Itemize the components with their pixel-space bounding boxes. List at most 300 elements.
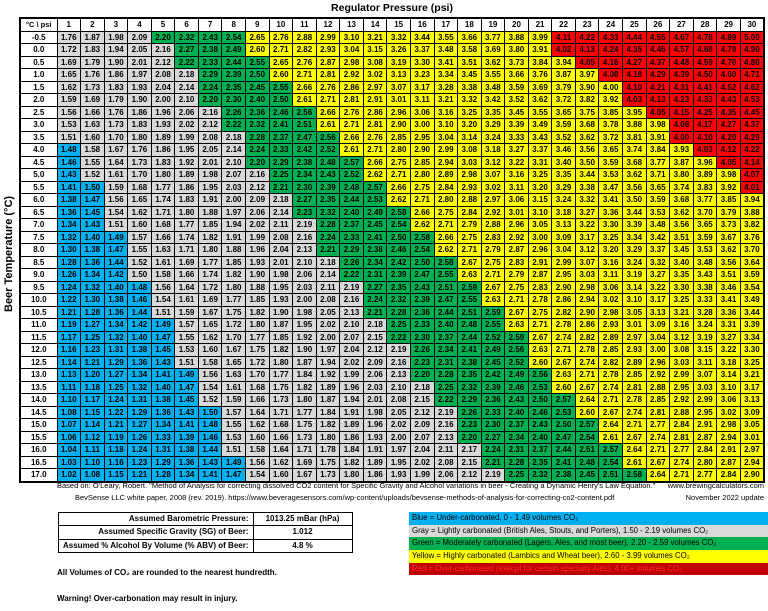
temp-label-cell: 9.0 [20,269,57,282]
temp-label-cell: 7.5 [20,231,57,244]
co2-cell: 2.33 [410,319,434,332]
co2-cell: 2.55 [481,319,505,332]
co2-cell: 2.28 [246,131,270,144]
co2-cell: 4.35 [623,44,647,57]
table-row [20,106,764,119]
co2-cell: 4.52 [717,81,741,94]
co2-cell: 1.40 [128,331,152,344]
co2-cell: 3.25 [528,169,552,182]
psi-header-cell: 26 [646,18,670,31]
co2-cell: 1.07 [57,419,81,432]
psi-header-cell: 4 [128,18,152,31]
co2-cell: 1.55 [222,419,246,432]
co2-cell: 2.39 [222,69,246,82]
psi-header-cell: 6 [175,18,199,31]
co2-cell: 2.45 [246,81,270,94]
co2-cell: 1.98 [293,306,317,319]
co2-cell: 2.96 [528,244,552,257]
psi-header-cell: 21 [528,18,552,31]
co2-cell: 1.63 [81,119,105,132]
co2-cell: 2.99 [434,144,458,157]
co2-cell: 1.89 [175,169,199,182]
co2-cell: 1.54 [151,294,175,307]
co2-cell: 1.41 [175,419,199,432]
co2-cell: 1.26 [57,269,81,282]
co2-cell: 2.45 [481,356,505,369]
co2-cell: 3.45 [505,106,529,119]
co2-cell: 1.28 [151,469,175,482]
co2-cell: 3.27 [575,206,599,219]
co2-cell: 1.62 [128,206,152,219]
table-row [20,306,764,319]
co2-cell: 2.98 [340,56,364,69]
co2-cell: 1.82 [246,306,270,319]
co2-cell: 1.64 [269,444,293,457]
co2-cell: 2.18 [175,69,199,82]
co2-cell: 1.76 [128,144,152,157]
co2-cell: 1.98 [269,269,293,282]
co2-cell: 2.78 [623,394,647,407]
co2-cell: 2.76 [340,106,364,119]
co2-cell: 2.18 [363,319,387,332]
co2-cell: 2.44 [458,331,482,344]
co2-cell: 1.36 [175,456,199,469]
co2-cell: 2.82 [293,44,317,57]
table-row [20,356,764,369]
co2-cell: 3.20 [458,119,482,132]
co2-cell: 2.42 [387,256,411,269]
co2-cell: 3.50 [575,156,599,169]
co2-cell: 4.15 [670,106,694,119]
co2-cell: 4.22 [740,144,764,157]
table-row [20,206,764,219]
co2-cell: 2.29 [269,156,293,169]
co2-cell: 1.10 [81,456,105,469]
co2-cell: 1.94 [340,394,364,407]
assumption-label: Assumed % Alcohol By Volume (% ABV) of Beer: [59,539,254,552]
co2-cell: 4.48 [670,56,694,69]
co2-cell: 1.80 [151,169,175,182]
co2-cell: 2.43 [410,281,434,294]
co2-cell: 3.55 [481,69,505,82]
co2-cell: 1.66 [269,431,293,444]
co2-cell: 3.46 [717,281,741,294]
co2-cell: 1.53 [57,119,81,132]
co2-cell: 2.71 [387,169,411,182]
co2-cell: 2.36 [410,306,434,319]
co2-cell: 3.81 [623,131,647,144]
co2-cell: 1.32 [128,381,152,394]
co2-cell: 2.71 [599,394,623,407]
co2-cell: 2.54 [599,456,623,469]
co2-cell: 2.54 [575,431,599,444]
co2-cell: 2.11 [434,444,458,457]
co2-cell: 1.97 [128,69,152,82]
co2-cell: 4.68 [693,44,717,57]
co2-cell: 1.23 [128,456,152,469]
co2-cell: 2.00 [151,94,175,107]
co2-cell: 4.50 [693,69,717,82]
co2-cell: 2.96 [387,106,411,119]
co2-cell: 2.86 [340,81,364,94]
co2-cell: 2.05 [316,306,340,319]
co2-cell: 1.22 [57,294,81,307]
co2-cell: 1.92 [175,156,199,169]
co2-cell: 2.48 [316,156,340,169]
co2-cell: 3.41 [434,56,458,69]
psi-header-cell: 20 [505,18,529,31]
co2-cell: 2.77 [670,444,694,457]
co2-cell: 4.29 [740,131,764,144]
co2-cell: 2.02 [316,319,340,332]
co2-cell: 3.51 [458,56,482,69]
co2-cell: 3.99 [528,31,552,44]
co2-cell: 3.92 [599,94,623,107]
co2-cell: 2.20 [151,31,175,44]
temp-label-cell: 5.0 [20,169,57,182]
co2-cell: 1.40 [81,231,105,244]
co2-cell: 2.47 [293,131,317,144]
co2-cell: 1.82 [293,381,317,394]
co2-cell: 2.12 [363,344,387,357]
co2-cell: 2.37 [434,331,458,344]
co2-cell: 2.25 [269,169,293,182]
co2-cell: 2.21 [481,456,505,469]
co2-cell: 1.55 [175,331,199,344]
co2-cell: 3.84 [646,144,670,157]
co2-cell: 2.10 [175,94,199,107]
co2-cell: 3.49 [740,294,764,307]
co2-cell: 3.28 [434,81,458,94]
co2-cell: 2.35 [528,456,552,469]
co2-cell: 3.58 [458,44,482,57]
co2-cell: 1.94 [222,219,246,232]
co2-cell: 2.95 [693,406,717,419]
co2-cell: 1.15 [104,469,128,482]
co2-cell: 2.25 [505,469,529,482]
co2-cell: 3.21 [434,94,458,107]
co2-cell: 3.06 [599,281,623,294]
co2-cell: 1.90 [246,269,270,282]
co2-cell: 3.32 [575,194,599,207]
co2-cell: 3.09 [740,406,764,419]
co2-cell: 2.84 [434,181,458,194]
co2-cell: 2.71 [293,69,317,82]
co2-cell: 2.34 [293,169,317,182]
co2-cell: 3.62 [528,94,552,107]
co2-cell: 2.88 [458,194,482,207]
co2-cell: 2.78 [528,294,552,307]
co2-cell: 1.49 [151,319,175,332]
co2-cell: 2.32 [458,381,482,394]
co2-cell: 2.60 [552,381,576,394]
co2-cell: 1.60 [269,469,293,482]
co2-cell: 3.21 [740,369,764,382]
co2-cell: 2.67 [481,281,505,294]
co2-cell: 1.90 [269,306,293,319]
co2-cell: 1.93 [128,81,152,94]
assumption-value: 4.8 % [253,539,352,552]
co2-cell: 2.26 [458,406,482,419]
co2-volumes-table [19,17,765,483]
co2-cell: 2.31 [363,269,387,282]
co2-cell: 1.92 [316,369,340,382]
co2-cell: 2.12 [198,119,222,132]
co2-cell: 2.01 [269,256,293,269]
co2-cell: 3.73 [717,219,741,232]
co2-cell: 2.74 [646,431,670,444]
co2-cell: 2.57 [599,444,623,457]
co2-cell: 2.56 [316,131,340,144]
table-row [20,419,764,432]
co2-cell: 1.74 [175,231,199,244]
co2-cell: 3.01 [387,94,411,107]
co2-cell: 2.29 [198,69,222,82]
co2-cell: 1.86 [104,69,128,82]
co2-cell: 3.04 [646,331,670,344]
co2-cell: 3.56 [623,181,647,194]
co2-cell: 2.08 [387,394,411,407]
co2-cell: 3.65 [552,106,576,119]
co2-cell: 2.55 [434,269,458,282]
co2-cell: 1.65 [128,194,152,207]
co2-cell: 1.85 [198,219,222,232]
co2-cell: 3.11 [505,181,529,194]
co2-cell: 1.11 [81,444,105,457]
co2-cell: 2.34 [434,344,458,357]
temp-label-cell: 11.0 [20,319,57,332]
co2-cell: 1.59 [175,306,199,319]
co2-cell: 1.77 [246,331,270,344]
co2-cell: 3.29 [481,119,505,132]
co2-cell: 2.26 [222,106,246,119]
co2-cell: 1.56 [151,281,175,294]
co2-cell: 2.33 [198,56,222,69]
co2-cell: 4.70 [717,56,741,69]
co2-cell: 2.91 [693,419,717,432]
co2-cell: 2.81 [646,406,670,419]
co2-cell: 1.48 [57,144,81,157]
co2-cell: 3.74 [623,144,647,157]
assumption-value: 1013.25 mBar (hPa) [253,513,352,526]
co2-cell: 2.63 [528,344,552,357]
co2-cell: 2.47 [410,269,434,282]
table-row [20,169,764,182]
co2-cell: 1.53 [222,431,246,444]
co2-cell: 3.25 [599,231,623,244]
co2-cell: 2.86 [552,294,576,307]
co2-cell: 2.55 [458,294,482,307]
co2-cell: 2.66 [363,156,387,169]
co2-cell: 2.22 [175,56,199,69]
temp-label-cell: 4.5 [20,156,57,169]
co2-cell: 4.37 [740,119,764,132]
co2-cell: 1.79 [104,94,128,107]
co2-cell: 3.02 [717,406,741,419]
co2-cell: 2.35 [316,194,340,207]
co2-cell: 2.32 [246,119,270,132]
co2-cell: 1.87 [81,31,105,44]
co2-cell: 1.96 [246,244,270,257]
co2-cell: 3.04 [340,44,364,57]
co2-cell: 2.74 [552,331,576,344]
co2-cell: 2.66 [410,206,434,219]
co2-cell: 1.68 [269,419,293,432]
co2-cell: 2.32 [387,294,411,307]
table-row [20,119,764,132]
co2-cell: 2.10 [293,256,317,269]
co2-cell: 1.68 [246,381,270,394]
co2-cell: 1.32 [104,331,128,344]
co2-cell: 3.62 [670,206,694,219]
co2-cell: 2.10 [222,156,246,169]
co2-cell: 2.88 [670,406,694,419]
co2-cell: 1.49 [175,369,199,382]
co2-cell: 3.92 [717,181,741,194]
co2-cell: 2.63 [481,294,505,307]
co2-cell: 2.53 [552,406,576,419]
co2-cell: 2.43 [505,394,529,407]
co2-cell: 1.29 [128,406,152,419]
co2-cell: 2.77 [646,419,670,432]
co2-cell: 4.05 [575,56,599,69]
co2-cell: 1.11 [57,381,81,394]
co2-cell: 1.29 [104,356,128,369]
co2-cell: 1.91 [363,444,387,457]
co2-cell: 3.27 [646,269,670,282]
co2-cell: 1.65 [57,69,81,82]
co2-cell: 1.69 [175,256,199,269]
co2-cell: 2.16 [246,169,270,182]
co2-cell: 3.44 [740,306,764,319]
co2-cell: 2.76 [316,81,340,94]
co2-cell: 2.19 [481,469,505,482]
co2-cell: 3.08 [670,344,694,357]
co2-cell: 2.99 [670,369,694,382]
co2-cell: 2.27 [293,194,317,207]
co2-cell: 3.88 [740,206,764,219]
co2-cell: 1.45 [81,206,105,219]
co2-cell: 2.22 [434,394,458,407]
co2-cell: 3.17 [410,81,434,94]
co2-cell: 2.43 [528,419,552,432]
co2-cell: 4.02 [552,44,576,57]
co2-cell: 3.43 [528,131,552,144]
co2-cell: 2.60 [246,44,270,57]
co2-cell: 3.13 [740,394,764,407]
co2-cell: 2.85 [410,156,434,169]
co2-cell: 4.31 [670,81,694,94]
co2-cell: 2.48 [340,181,364,194]
co2-cell: 2.00 [293,294,317,307]
table-row [20,344,764,357]
co2-cell: 2.81 [623,381,647,394]
co2-cell: 2.80 [693,456,717,469]
temp-label-cell: 6.0 [20,194,57,207]
co2-cell: 2.34 [363,256,387,269]
co2-cell: 2.54 [410,244,434,257]
co2-cell: 2.86 [363,106,387,119]
co2-cell: 1.78 [316,444,340,457]
co2-cell: 1.93 [246,256,270,269]
co2-cell: 3.34 [740,331,764,344]
psi-header-cell: 10 [269,18,293,31]
co2-cell: 1.61 [104,169,128,182]
co2-cell: 1.36 [104,306,128,319]
assumption-row [59,513,353,526]
co2-cell: 2.88 [481,219,505,232]
co2-cell: 3.24 [693,319,717,332]
co2-cell: 1.89 [151,131,175,144]
co2-cell: 4.13 [646,94,670,107]
co2-cell: 3.66 [505,69,529,82]
co2-cell: 2.44 [552,444,576,457]
co2-cell: 2.21 [269,181,293,194]
co2-cell: 3.89 [693,169,717,182]
co2-cell: 1.86 [128,106,152,119]
co2-cell: 1.95 [269,281,293,294]
co2-cell: 3.36 [717,306,741,319]
co2-cell: 1.66 [151,231,175,244]
co2-cell: 1.28 [81,306,105,319]
co2-cell: 1.73 [128,156,152,169]
co2-cell: 4.33 [693,94,717,107]
co2-cell: 3.14 [623,281,647,294]
co2-cell: 3.56 [717,256,741,269]
co2-cell: 4.05 [646,106,670,119]
co2-cell: 2.71 [623,419,647,432]
co2-cell: 1.82 [198,231,222,244]
co2-cell: 2.22 [222,119,246,132]
psi-header-row [20,18,764,31]
psi-header-cell: 19 [481,18,505,31]
co2-cell: 1.77 [269,369,293,382]
psi-header-cell: 24 [599,18,623,31]
co2-cell: 2.39 [316,181,340,194]
co2-cell: 3.07 [387,81,411,94]
co2-cell: 2.81 [340,94,364,107]
temp-label-cell: 13.5 [20,381,57,394]
co2-cell: 3.77 [481,31,505,44]
co2-cell: 3.14 [458,131,482,144]
co2-cell: 3.10 [623,294,647,307]
co2-cell: 1.93 [363,431,387,444]
co2-cell: 2.97 [481,194,505,207]
co2-cell: 2.97 [363,81,387,94]
co2-cell: 3.35 [552,169,576,182]
co2-cell: 4.17 [693,119,717,132]
co2-cell: 4.43 [717,94,741,107]
temp-label-cell: 12.0 [20,344,57,357]
co2-cell: 3.48 [481,81,505,94]
co2-cell: 2.66 [293,81,317,94]
co2-cell: 3.69 [528,81,552,94]
co2-cell: 1.59 [222,394,246,407]
psi-header-cell: 14 [363,18,387,31]
co2-cell: 3.38 [575,181,599,194]
co2-cell: 3.48 [646,219,670,232]
co2-cell: 2.98 [458,169,482,182]
co2-cell: 2.01 [128,56,152,69]
co2-cell: 2.53 [528,381,552,394]
co2-cell: 2.28 [505,456,529,469]
co2-cell: 2.36 [481,394,505,407]
co2-cell: 3.30 [670,281,694,294]
co2-cell: 1.76 [104,106,128,119]
temp-label-cell: 14.0 [20,394,57,407]
co2-cell: 2.83 [528,281,552,294]
co2-cell: 3.01 [740,431,764,444]
